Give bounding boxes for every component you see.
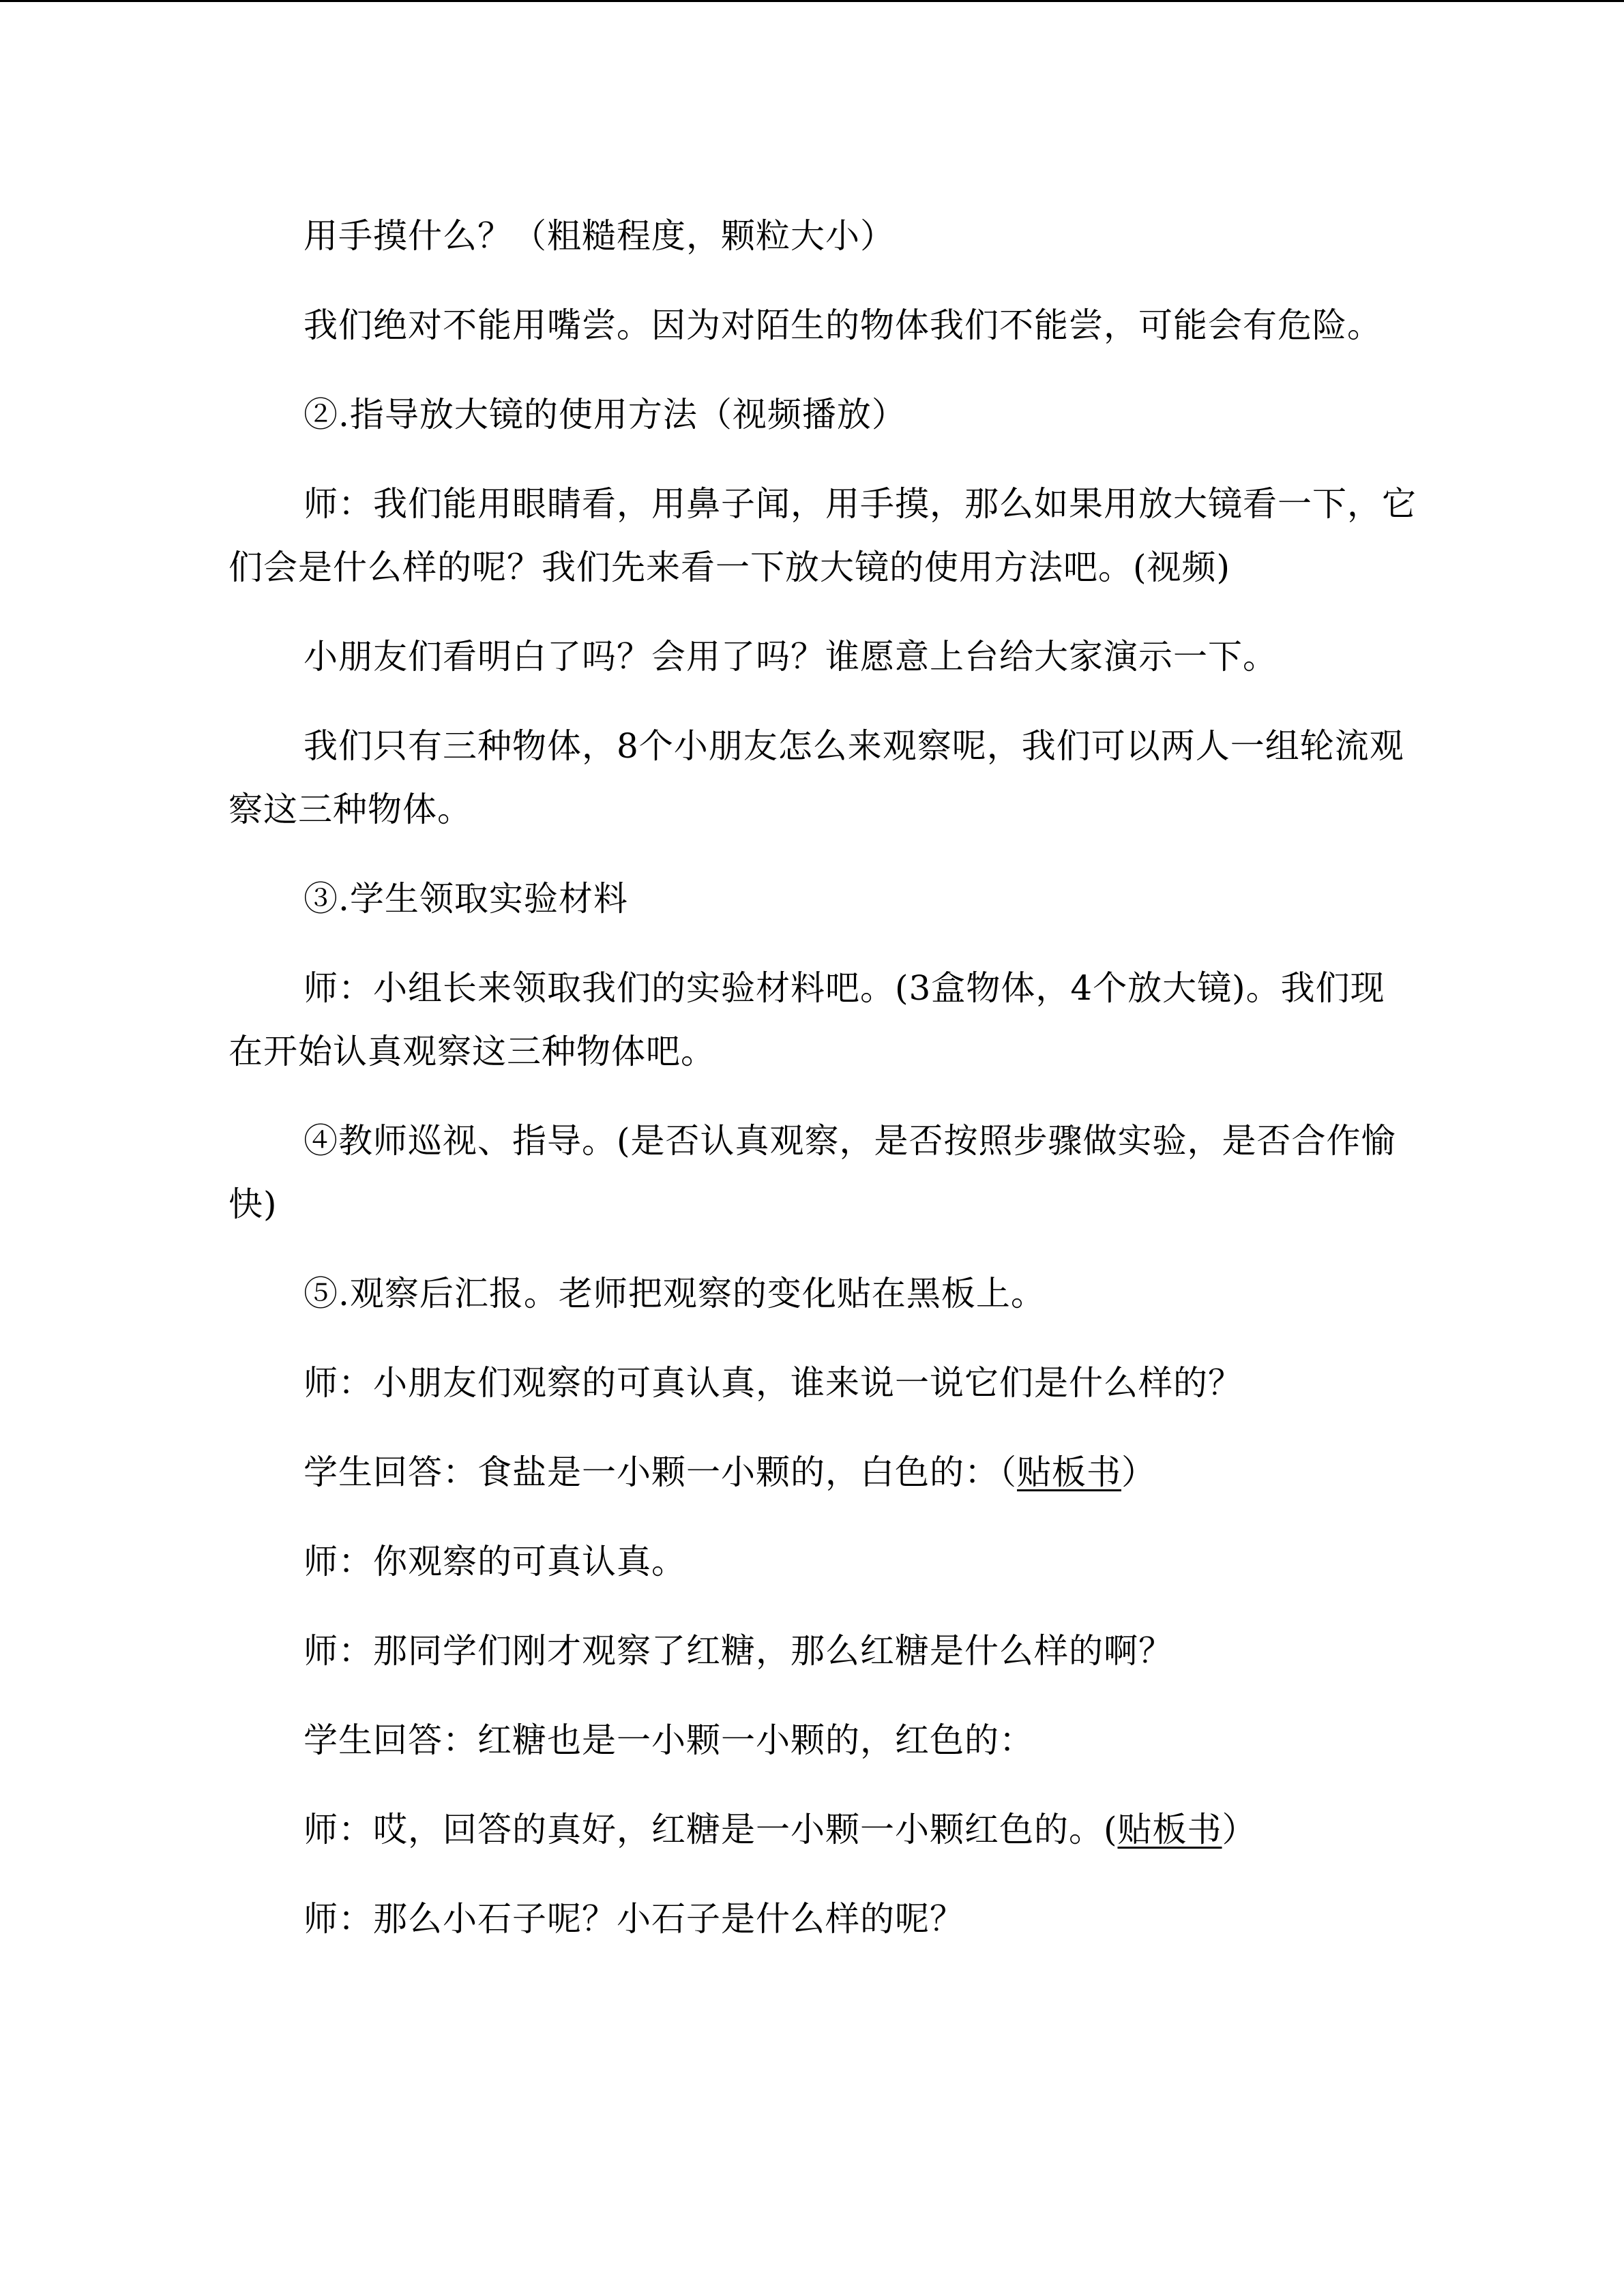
paragraph-16-text: 师：哎，回答的真好，红糖是一小颗一小颗红色的。( xyxy=(304,1810,1118,1849)
paragraph-12-close: ） xyxy=(1121,1452,1156,1492)
paragraph-16-close: ） xyxy=(1222,1810,1257,1849)
paragraph-3: ②.指导放大镜的使用方法（视频播放） xyxy=(304,395,906,434)
paragraph-11: 师：小朋友们观察的可真认真，谁来说一说它们是什么样的？ xyxy=(304,1363,1243,1403)
paragraph-10: ⑤.观察后汇报。老师把观察的变化贴在黑板上。 xyxy=(304,1274,1046,1313)
page-top-border xyxy=(0,0,1624,2)
underlined-board-note: 贴板书 xyxy=(1017,1452,1121,1492)
paragraph-12 xyxy=(228,1441,1419,1504)
paragraph-13: 师：你观察的可真认真。 xyxy=(304,1542,686,1581)
paragraph-16 xyxy=(228,1798,1419,1862)
document-page xyxy=(228,205,1419,1977)
paragraph-2: 我们绝对不能用嘴尝。因为对陌生的物体我们不能尝，可能会有危险。 xyxy=(304,305,1382,345)
paragraph-9: ④教师巡视、指导。(是否认真观察，是否按照步骤做实验，是否合作愉快) xyxy=(228,1121,1396,1224)
paragraph-7: ③.学生领取实验材料 xyxy=(304,879,628,919)
paragraph-1: 用手摸什么？（粗糙程度，颗粒大小） xyxy=(304,216,895,256)
paragraph-6: 我们只有三种物体，8个小朋友怎么来观察呢，我们可以两人一组轮流观察这三种物体。 xyxy=(228,726,1404,829)
paragraph-12-text: 学生回答：食盐是一小颗一小颗的，白色的：（ xyxy=(304,1452,1017,1492)
paragraph-17: 师：那么小石子呢？小石子是什么样的呢？ xyxy=(304,1899,964,1939)
paragraph-15: 学生回答：红糖也是一小颗一小颗的，红色的： xyxy=(304,1720,1034,1760)
paragraph-14: 师：那同学们刚才观察了红糖，那么红糖是什么样的啊？ xyxy=(304,1631,1173,1671)
underlined-board-note: 贴板书 xyxy=(1117,1810,1222,1849)
paragraph-5: 小朋友们看明白了吗？会用了吗？谁愿意上台给大家演示一下。 xyxy=(304,637,1278,676)
paragraph-4: 师：我们能用眼睛看，用鼻子闻，用手摸，那么如果用放大镜看一下，它们会是什么样的呢？我们先来看一下放大镜的使用方法吧。(视频) xyxy=(228,484,1417,587)
paragraph-8: 师：小组长来领取我们的实验材料吧。(3盒物体，4个放大镜)。我们现在开始认真观察这三种物体吧。 xyxy=(228,968,1385,1071)
